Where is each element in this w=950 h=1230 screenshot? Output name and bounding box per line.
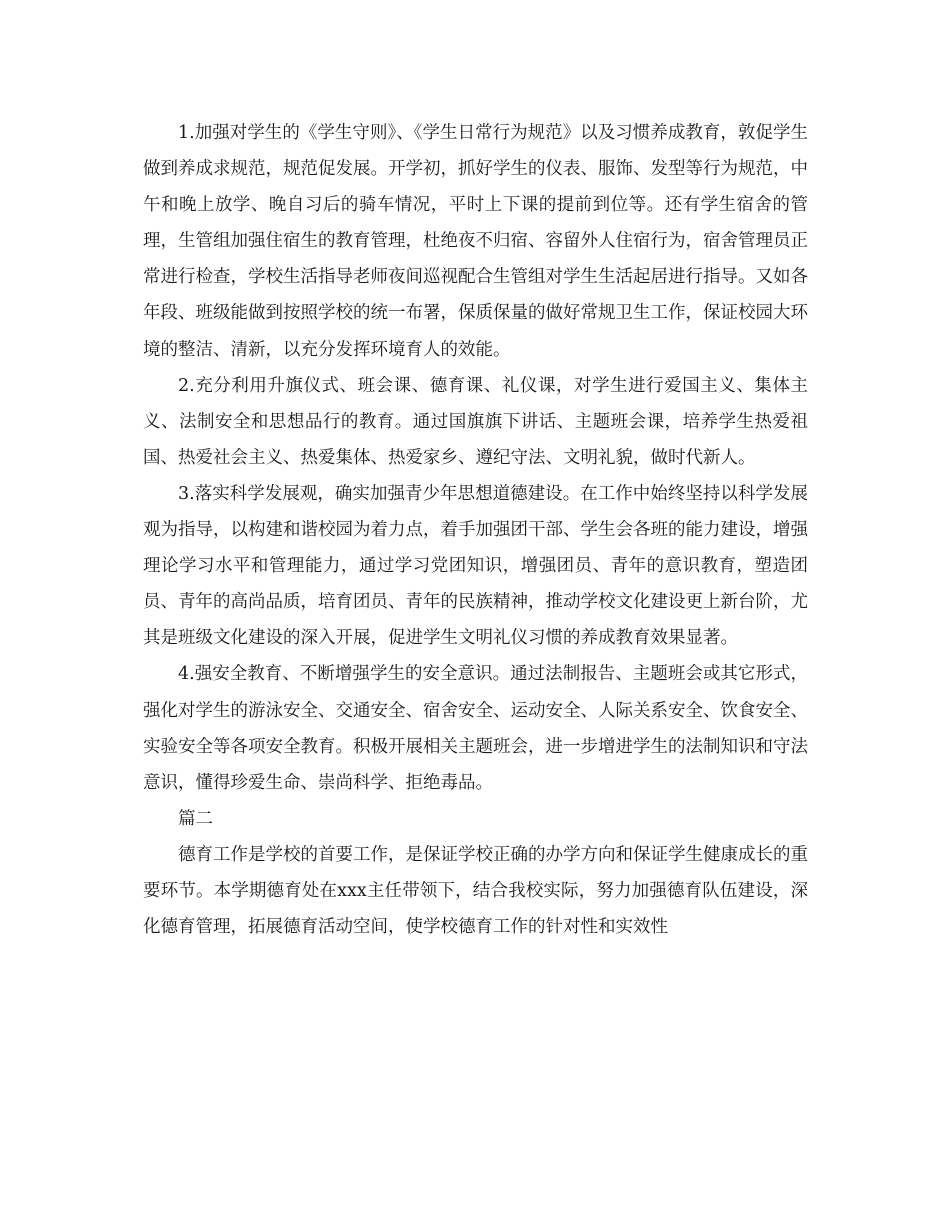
paragraph-4: 4.强安全教育、不断增强学生的安全意识。通过法制报告、主题班会或其它形式，强化对学生的游泳安全、交通安全、宿舍安全、运动安全、人际关系安全、饮食安全、实验安全等各项安全教育。积极开展相关主题班会，进一步增进学生的法制知识和守法意识，懂得珍爱生命、崇尚科学、拒绝毒品。 xyxy=(143,664,808,793)
paragraph-3: 3.落实科学发展观，确实加强青少年思想道德建设。在工作中始终坚持以科学发展观为指导，以构建和谐校园为着力点，着手加强团干部、学生会各班的能力建设，增强理论学习水平和管理能力，通过学习党团知识，增强团员、青年的意识教育，塑造团员、青年的高尚品质，培育团员、青年的民族精神，推动学校文化建设更上新台阶，尤其是班级文化建设的深入开展，促进学生文明礼仪习惯的养成教育效果显著。 xyxy=(143,483,808,649)
document-page xyxy=(143,115,808,945)
paragraph-1: 1.加强对学生的《学生守则》、《学生日常行为规范》以及习惯养成教育，敦促学生做到养成求规范，规范促发展。开学初，抓好学生的仪表、服饰、发型等行为规范，中午和晚上放学、晚自习后的骑车情况，平时上下课的提前到位等。还有学生宿舍的管理，生管组加强住宿生的教育管理，杜绝夜不归宿、容留外人住宿行为，宿舍管理员正常进行检查，学校生活指导老师夜间巡视配合生管组对学生生活起居进行指导。又如各年段、班级能做到按照学校的统一布署，保质保量的做好常规卫生工作，保证校园大环境的整洁、清新，以充分发挥环境育人的效能。 xyxy=(143,123,808,360)
section-paragraph: 德育工作是学校的首要工作，是保证学校正确的办学方向和保证学生健康成长的重要环节。本学期德育处在xxx主任带领下，结合我校实际，努力加强德育队伍建设，深化德育管理，拓展德育活动空间，使学校德育工作的针对性和实效性 xyxy=(143,844,808,938)
paragraph-2: 2.充分利用升旗仪式、班会课、德育课、礼仪课，对学生进行爱国主义、集体主义、法制安全和思想品行的教育。通过国旗旗下讲话、主题班会课，培养学生热爱祖国、热爱社会主义、热爱集体、热爱家乡、遵纪守法、文明礼貌，做时代新人。 xyxy=(143,375,808,468)
section-heading: 篇二 xyxy=(178,808,213,829)
